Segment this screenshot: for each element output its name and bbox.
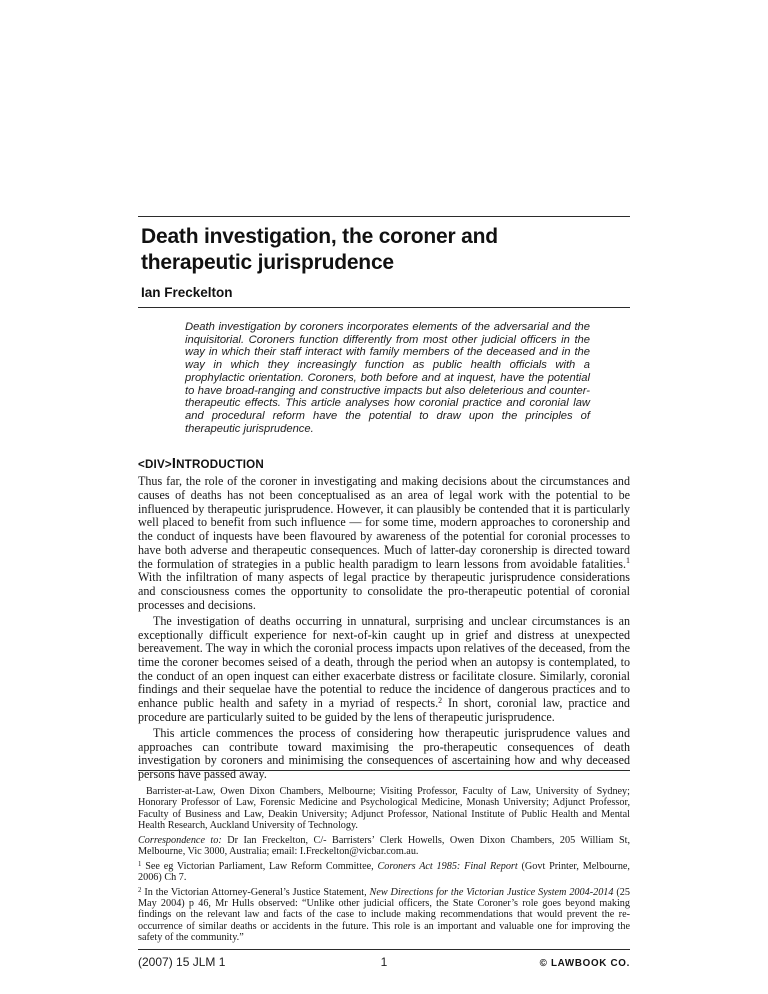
author-bottom-rule [138,307,630,308]
paragraph-2-text-cont: In short, coronial law, practice and procedure are particularly suited to be guided by the lens of therapeutic jurisprudence. [138,696,630,724]
title-top-rule [138,216,630,217]
abstract: Death investigation by coroners incorporates elements of the adversarial and the inquisitorial. Coroners function differently from most other judicial officers in the way in which their staff interact with family members of the deceased and in the way in which they increasingly function as public health officials with a prophylactic orientation. Coroners, both before and at inquest, have the potential to have broad-ranging and constructive impacts but also deleterious and counter-therapeutic effects. This article analyses how coronial practice and coronial law and procedural reform have the potential to draw upon the principles of therapeutic jurisprudence. [185,321,590,435]
footnote-affiliation: Barrister-at-Law, Owen Dixon Chambers, Melbourne; Visiting Professor, Faculty of Law, University of Sydney; Honorary Professor of Law, Forensic Medicine and Psychological Medicine, Monash University; Adjunct Professor, Faculty of Business and Law, Deakin University; Adjunct Professor, National Institute of Public Health and Mental Health Research, Auckland University of Technology. [138,786,630,831]
footnote-section [138,770,630,943]
heading-markup-artifact: <DIV> [138,458,172,472]
footnote-2 [138,887,630,943]
footnote-2-text: In the Victorian Attorney-General’s Justice Statement, [141,886,370,898]
footnote-1-marker: 1 [138,860,142,868]
title-line-1: Death investigation, the coroner and [141,225,498,248]
footnote-2-citation: New Directions for the Victorian Justice System 2004-2014 [369,886,614,898]
footnote-1-text-cont: (Govt Printer, Melbourne, 2006) Ch 7. [138,860,630,884]
publisher-mark: © LAWBOOK CO. [539,958,630,969]
footnote-2-text-cont: (25 May 2004) p 46, Mr Hulls observed: “Unlike other judicial officers, the State Coroner’s role goes beyond making findings on the relevant law and facts of the case to include making recommendations that would prevent the re-occurrence of similar deaths or accidents in the future. This role is an important and valuable one for improving the safety of the community.” [138,886,630,944]
footnote-correspondence [138,835,630,858]
footnote-2-marker: 2 [138,886,142,894]
footnote-1-text: See eg Victorian Parliament, Law Reform Committee, [141,860,378,872]
correspondence-label: Correspondence to: [138,834,222,846]
paragraph-2 [138,615,630,725]
footnote-ref-1: 1 [626,556,630,566]
paragraph-1-text: Thus far, the role of the coroner in investigating and making decisions about the circumstances and causes of deaths has not been conceptualised as an area of legal work with the potential to be influenced by therapeutic jurisprudence. However, it can plausibly be contended that it is particularly well placed to benefit from such influence — for some time, modern approaches to coronership and the conduct of inquests have been flavoured by awareness of the potential for coronial processes to have both adverse and therapeutic consequences. Much of latter-day coronership is directed toward the formulation of strategies in a public health paradigm to learn lessons from avoidable fatalities. [138,474,630,571]
article-body [138,0,630,782]
author-name: Ian Freckelton [141,285,233,300]
footnote-separator-rule [138,770,630,771]
page-footer [138,949,630,969]
paragraph-1 [138,475,630,612]
footnote-1 [138,861,630,884]
page-title [141,224,630,275]
heading-initial: I [171,456,177,473]
section-heading-introduction [138,456,630,472]
journal-citation: (2007) 15 JLM 1 [138,955,226,969]
page-number: 1 [380,955,388,969]
paragraph-2-text: The investigation of deaths occurring in unnatural, surprising and unclear circumstances is an exceptionally difficult experience for next-of-kin caught up in grief and distress at unexpected bereavement. The way in which the coronial process impacts upon relatives of the deceased, from the time the coroner becomes seised of a death, through the period when an autopsy is contemplated, to the conduct of an open inquest can either exacerbate distress or facilitate closure. Similarly, coronial findings and their sequelae have the potential to reduce the incidence of dangerous practices and to enhance public health and safety in a myriad of respects. [138,613,630,711]
footnote-ref-2: 2 [438,695,443,705]
paragraph-3-text: This article commences the process of considering how therapeutic jurisprudence values and approaches can contribute toward maximising the pro-therapeutic consequences of death investigation by coroners and minimising the consequences of ascertaining how and why deceased persons have passed away. [138,725,630,782]
paragraph-1-text-cont: With the infiltration of many aspects of legal practice by therapeutic jurisprudence considerations and consciousness comes the opportunity to consolidate the pro-therapeutic potential of coronial processes and decisions. [138,570,630,612]
heading-smallcaps: NTRODUCTION [176,458,264,472]
title-line-2: therapeutic jurisprudence [141,250,394,274]
correspondence-text: Dr Ian Freckelton, C/- Barristers’ Clerk Howells, Owen Dixon Chambers, 205 William St, Melbourne, Vic 3000, Australia; email: I.Freckelton@vicbar.com.au. [138,834,630,857]
footnote-1-citation: Coroners Act 1985: Final Report [377,860,518,872]
